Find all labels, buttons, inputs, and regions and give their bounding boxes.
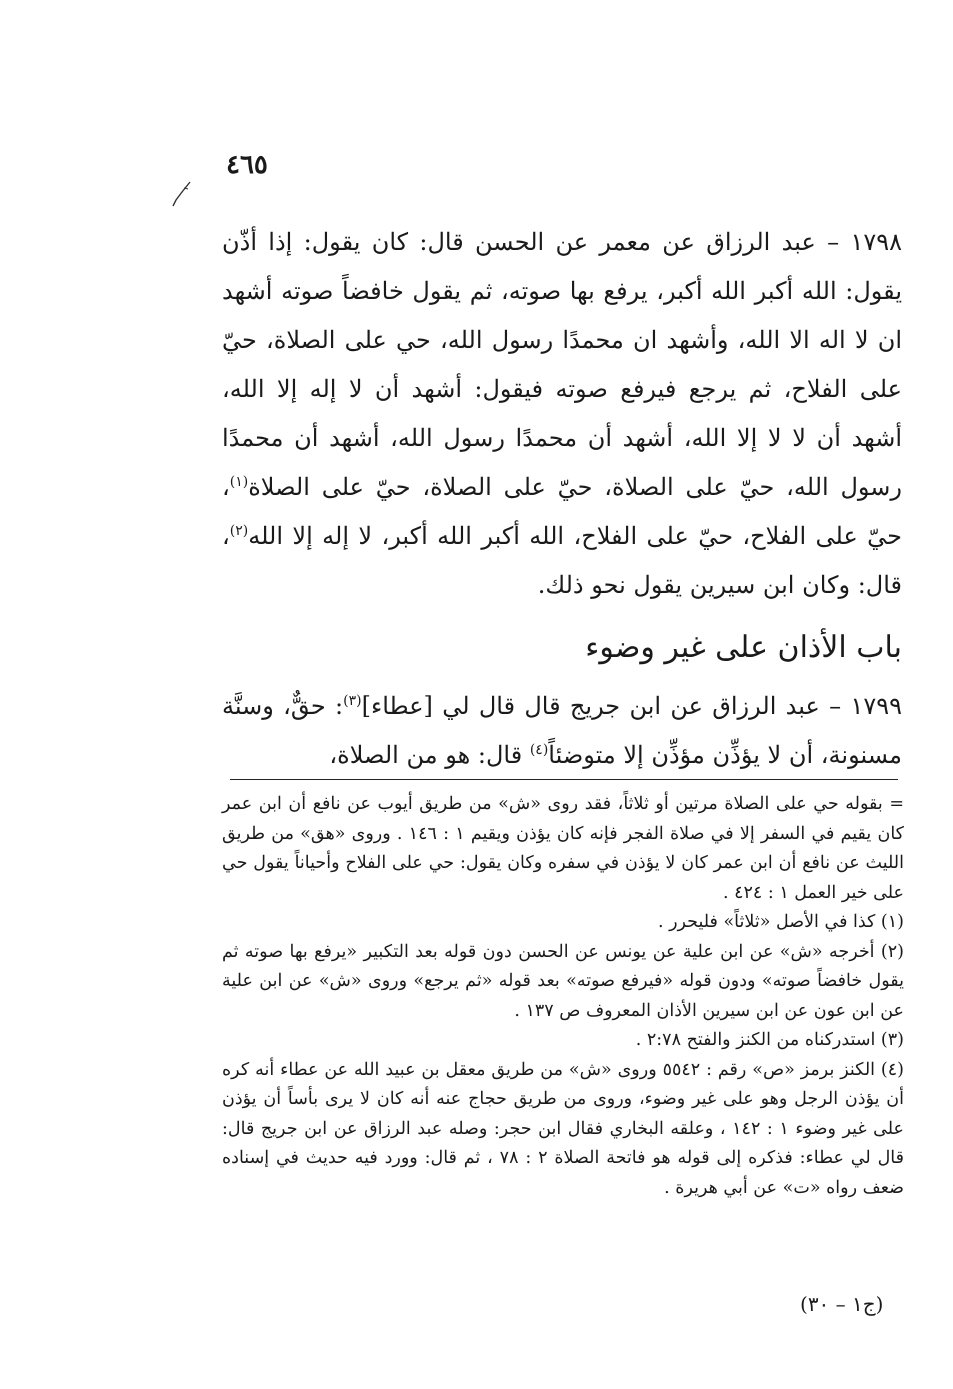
footnotes <box>222 790 904 1203</box>
chapter-heading: باب الأذان على غير وضوء <box>585 630 902 665</box>
footnote-3: (٣) استدركناه من الكنز والفتح ٢:٧٨ . <box>635 1030 904 1050</box>
entry-1799-text-2: : حقٌّ، وسنَّة مسنونة، أن لا يؤذِّن مؤذِّن إلا متوضئاً <box>222 692 902 769</box>
footnote-continuation: = بقوله حي على الصلاة مرتين أو ثلاثاً، فقد روى «ش» من طريق أيوب عن نافع أن ابن عمر كان يقيم في السفر إلا في صلاة الفجر فإنه كان يؤذن ويقيم ١ : ١٤٦ . وروى «هق» من طريق الليث عن نافع أن ابن عمر كان لا يؤذن في سفره وكان يقول: حي على الفلاح وأحياناً يقول حي على خير العمل ١ : ٤٢٤ . <box>222 794 904 903</box>
entry-1798-text: ١٧٩٨ – عبد الرزاق عن معمر عن الحسن قال: كان يقول: إذا أذّن يقول: الله أكبر الله أكبر، يرفع بها صوته، ثم يقول خافضاً صوته أشهد ان لا اله الا الله، وأشهد ان محمدًا رسول الله، حي على الصلاة، حيّ على الفلاح، ثم يرجع فيرفع صوته فيقول: أشهد أن لا إله إلا الله، أشهد أن لا لا إلا الله، أشهد أن محمدًا رسول الله، أشهد أن محمدًا رسول الله، حيّ على الصلاة، حيّ على الصلاة، حيّ على الصلاة <box>222 228 903 501</box>
footnote-4: (٤) الكنز برمز «ص» رقم : ٥٥٤٢ وروى «ش» من طريق معقل بن عبيد الله عن عطاء أنه كره أن يؤذن الرجل وهو على غير وضوء، وروى من طريق حجاج عنه أنه كان لا يرى بأساً أن يؤذن على غير وضوء ١ : ١٤٢ ، وعلقه البخاري فقال ابن حجر: وصله عبد الرزاق عن ابن جريج قال: قال لي عطاء: فذكره إلى قوله هو فاتحة الصلاة ٢ : ٧٨ ، ثم قال: وورد فيه حديث في إسناده ضعف رواه «ت» عن أبي هريرة . <box>222 1059 904 1198</box>
entry-1798 <box>222 218 902 610</box>
entry-1799-text-3: قال: هو من الصلاة، <box>329 741 530 769</box>
footnote-2: (٢) أخرجه «ش» عن ابن علية عن يونس عن الحسن دون قوله بعد التكبير «يرفع بها صوته ثم يقول خافضاً صوته» ودون قوله «فيرفع صوته» بعد قوله «ثم يرجع» وروى «ش» عن ابن علية عن ابن عون عن ابن سيرين الأذان المعروف ص ١٣٧ . <box>222 941 904 1021</box>
entry-1799-text: ١٧٩٩ – عبد الرزاق عن ابن جريج قال قال لي [عطاء] <box>361 692 902 720</box>
entry-1799 <box>222 682 902 780</box>
footnote-1: (١) كذا في الأصل «ثلاثاً» فليحرر . <box>657 912 904 932</box>
note-ref-1[interactable]: (١) <box>229 474 249 490</box>
pencil-mark-icon <box>170 180 192 208</box>
entry-1798-text-3: ، قال: وكان ابن سيرين يقول نحو ذلك. <box>222 522 902 599</box>
note-ref-3[interactable]: (٣) <box>343 693 362 709</box>
main-text <box>222 218 902 780</box>
page-number: ٤٦٥ <box>226 150 268 180</box>
note-ref-2[interactable]: (٢) <box>229 523 249 539</box>
volume-signature: (ج١ – ٣٠) <box>800 1292 884 1316</box>
footnote-divider <box>230 779 898 780</box>
entry-1798-text-2: ، حيّ على الفلاح، حيّ على الفلاح، الله أكبر الله أكبر، لا إله إلا الله <box>222 473 902 550</box>
note-ref-4[interactable]: (٤) <box>529 742 549 758</box>
